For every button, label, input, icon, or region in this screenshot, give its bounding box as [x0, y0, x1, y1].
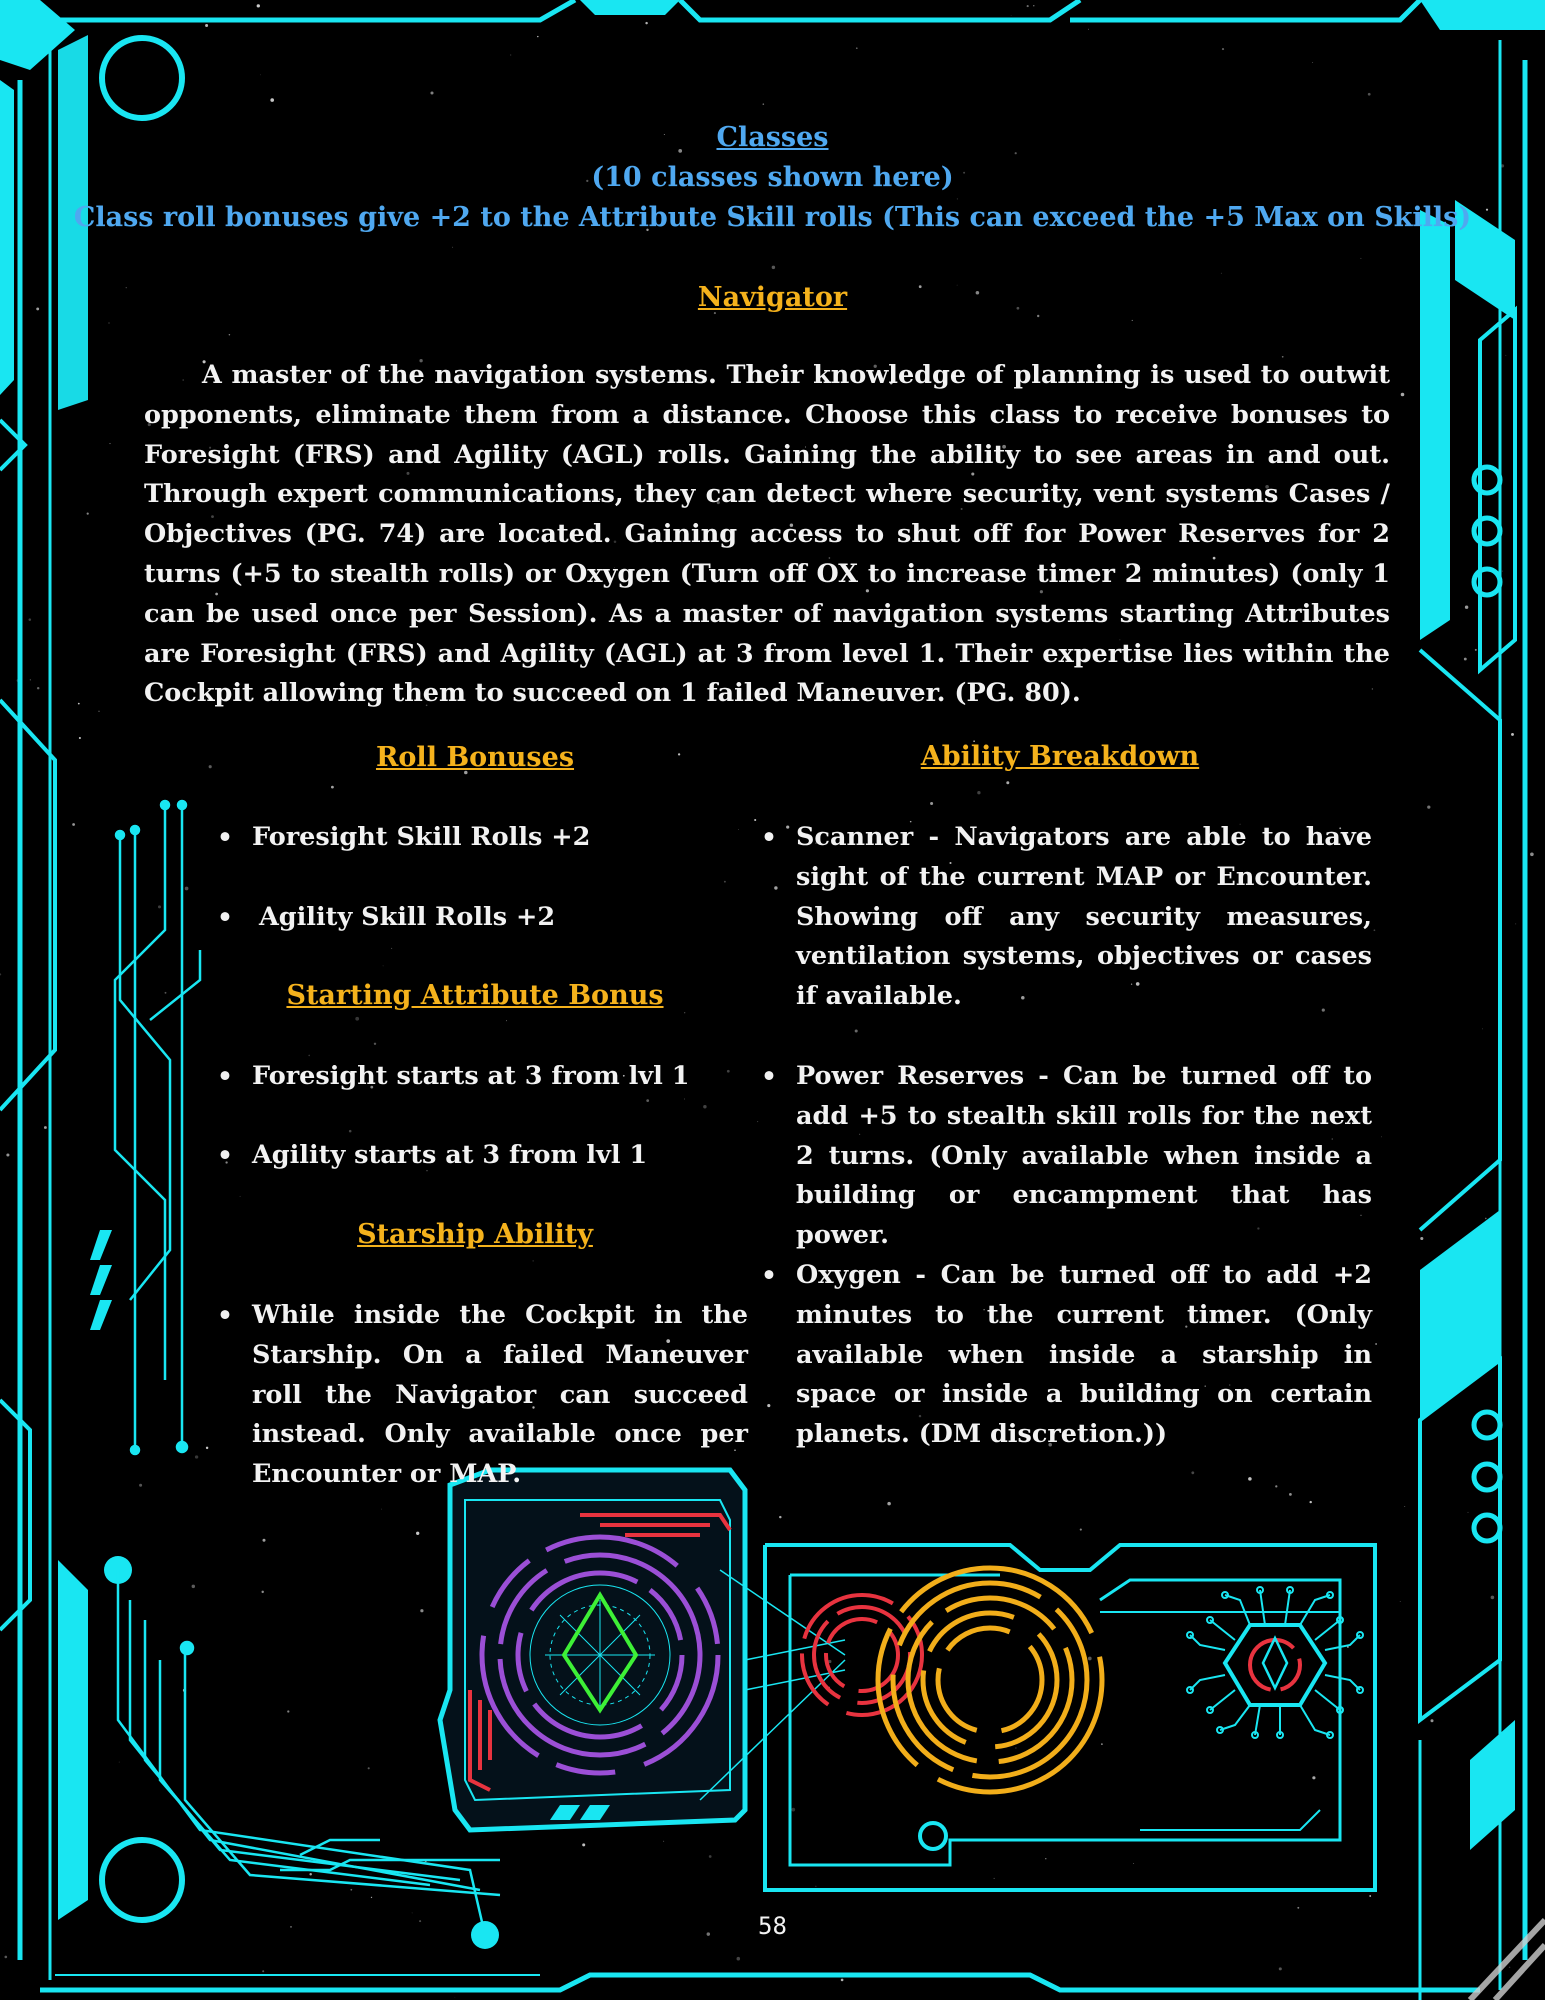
class-bonus-note: Class roll bonuses give +2 to the Attribute Skill rolls (This can exceed the +5 Max on Skills)	[73, 202, 1472, 233]
bullet-icon: •	[217, 903, 233, 932]
bullet-icon: •	[761, 1062, 777, 1091]
list-item	[217, 1296, 748, 1495]
bullet-icon: •	[761, 1261, 777, 1290]
starship-ability-text: While inside the Cockpit in the Starship. On a failed Maneuver roll the Navigator can succeed instead. Only available once per Encounter or MAP.	[252, 1300, 748, 1490]
class-intro-paragraph: A master of the navigation systems. Their knowledge of planning is used to outwit opponents, eliminate them from a distance. Choose this class to receive bonuses to Foresight (FRS) and Agility (AGL) rolls. Gaining the ability to see areas in and out. Through expert communications, they can detect where security, vent systems Cases / Objectives (PG. 74) are located. Gaining access to shut off for Power Reserves for 2 turns (+5 to stealth rolls) or Oxygen (Turn off OX to increase timer 2 minutes) (only 1 can be used once per Session). As a master of navigation systems starting Attributes are Foresight (FRS) and Agility (AGL) at 3 from level 1. Their expertise lies within the Cockpit allowing them to succeed on 1 failed Maneuver. (PG. 80).	[144, 360, 1390, 709]
ability-text: Power Reserves - Can be turned off to add +5 to stealth skill rolls for the next 2 turns. (Only available when inside a building or encampment that has power.	[796, 1061, 1372, 1251]
bullet-icon: •	[217, 1301, 233, 1330]
bullet-icon: •	[217, 1141, 233, 1170]
starting-attribute-text: Foresight starts at 3 from lvl 1	[252, 1061, 690, 1091]
ability-text: Oxygen - Can be turned off to add +2 minutes to the current timer. (Only available when inside a starship in space or inside a building on certain planets. (DM discretion.))	[796, 1260, 1372, 1450]
class-name-heading: Navigator	[697, 282, 848, 313]
starship-ability-heading: Starship Ability	[357, 1219, 593, 1250]
list-item	[217, 1057, 752, 1097]
ability-breakdown-heading: Ability Breakdown	[920, 741, 1200, 772]
list-item	[761, 1256, 1372, 1455]
ability-text: Scanner - Navigators are able to have sight of the current MAP or Encounter. Showing off any security measures, ventilation systems, objectives or cases if available.	[796, 822, 1372, 1012]
list-item	[761, 818, 1372, 1017]
starting-attribute-heading: Starting Attribute Bonus	[286, 980, 664, 1011]
list-item	[217, 1136, 752, 1176]
list-item	[217, 898, 759, 938]
roll-bonuses-heading: Roll Bonuses	[375, 742, 575, 773]
bullet-icon: •	[217, 1062, 233, 1091]
list-item	[761, 1057, 1372, 1256]
roll-bonus-text: Foresight Skill Rolls +2	[252, 822, 591, 852]
roll-bonus-text: Agility Skill Rolls +2	[259, 902, 556, 932]
page-subtitle: (10 classes shown here)	[591, 162, 954, 193]
page-title: Classes	[716, 122, 829, 153]
bullet-icon: •	[217, 823, 233, 852]
list-item	[217, 818, 752, 858]
bullet-icon: •	[761, 823, 777, 852]
starting-attribute-text: Agility starts at 3 from lvl 1	[252, 1140, 648, 1170]
page-number: 58	[758, 1912, 787, 1940]
